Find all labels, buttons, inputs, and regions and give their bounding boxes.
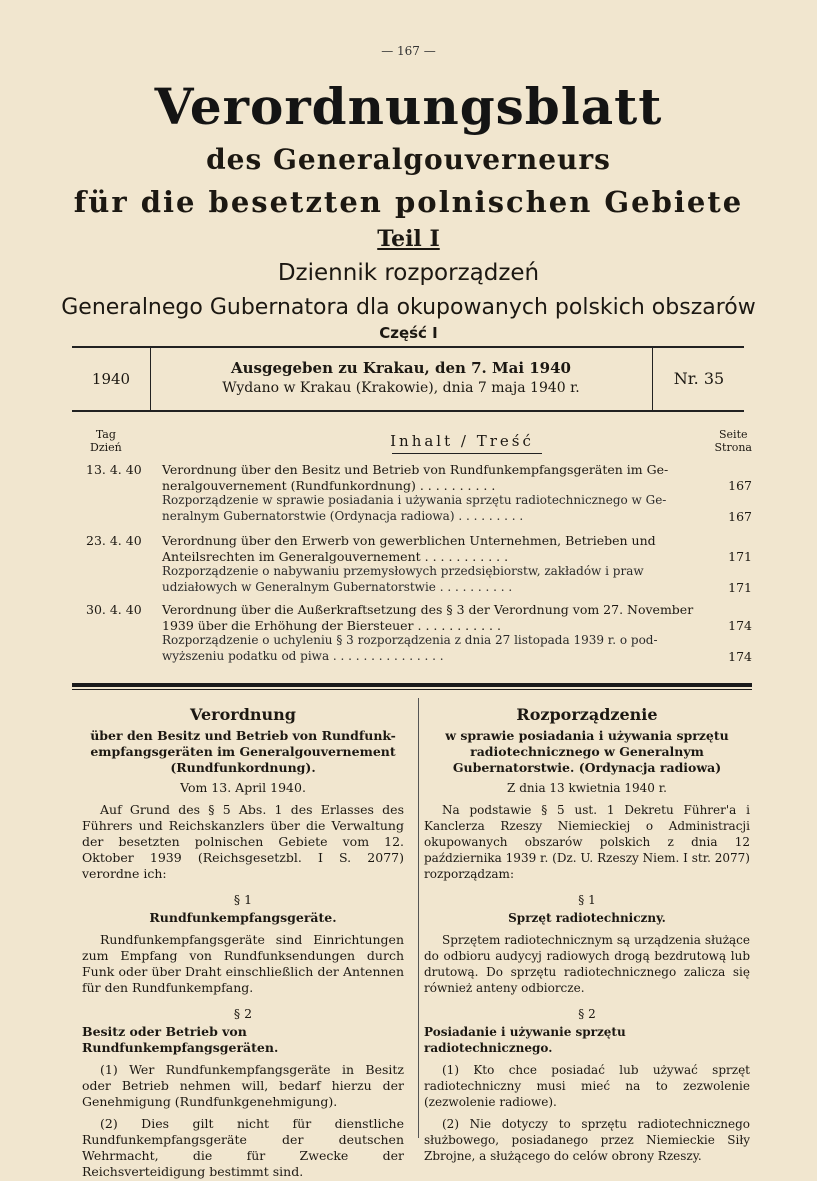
toc-entry-de-line: 1939 über die Erhöhung der Biersteuer . . . . . . . . . . . bbox=[162, 617, 501, 633]
gazette-subtitle-polish: Generalnego Gubernatora dla okupowanych polskich obszarów bbox=[61, 295, 756, 320]
toc-title-underline bbox=[392, 453, 542, 454]
toc-entry-pl-line: Rozporządzenie o nabywaniu przemysłowych przedsiębiorstw, zakładów i praw bbox=[162, 564, 644, 578]
issue-info bbox=[150, 348, 652, 410]
ordinance-intro: Auf Grund des § 5 Abs. 1 des Erlasses des Führers und Reichskanzlers über die Verwaltung der besetzten polnischen Gebiete vom 12. Oktober 1939 (Reichsgesetzbl. I S. 2077) verordne ich: bbox=[82, 802, 404, 881]
toc-header bbox=[72, 424, 752, 458]
toc-entry-pages bbox=[712, 602, 752, 664]
toc-entry-de-line: Verordnung über die Außerkraftsetzung des § 3 der Verordnung vom 27. November bbox=[162, 602, 694, 617]
toc-entry-pl-line: Rozporządzenie o uchyleniu § 3 rozporządzenia z dnia 27 listopada 1939 r. o pod- bbox=[162, 633, 658, 647]
ordinance-date: Vom 13. April 1940. bbox=[180, 780, 306, 795]
gazette-title-polish: Dziennik rozporządzeń bbox=[277, 260, 540, 286]
section-divider-thin bbox=[72, 689, 752, 690]
toc-entry-date: 30. 4. 40 bbox=[86, 602, 142, 617]
section-heading: Sprzęt radiotechniczny. bbox=[508, 911, 666, 925]
section-number: § 2 bbox=[233, 1006, 253, 1021]
toc-entry-pages bbox=[712, 533, 752, 595]
section-divider-thick bbox=[72, 683, 752, 687]
toc-entry-pl-line: wyższeniu podatku od piwa . . . . . . . . . . . . . . . bbox=[162, 648, 444, 663]
toc-entry-date: 13. 4. 40 bbox=[86, 462, 142, 477]
toc-entry-page-pl: 174 bbox=[728, 648, 752, 664]
section-paragraph: (2) Dies gilt nicht für dienstliche Rundfunkempfangsgeräte der deutschen Wehrmacht, die für Zwecke der Reichsverteidigung bestimmt sind. bbox=[82, 1116, 404, 1179]
issue-box bbox=[72, 346, 744, 412]
section-heading: Posiadanie i używanie sprzętu radiotechnicznego. bbox=[424, 1025, 626, 1055]
section-paragraph: (1) Wer Rundfunkempfangsgeräte in Besitz oder Betrieb nehmen will, bedarf hierzu der Genehmigung (Rundfunkgenehmigung). bbox=[82, 1062, 404, 1109]
toc-entry-text bbox=[162, 602, 702, 664]
toc-entry-page-pl: 171 bbox=[728, 579, 752, 595]
toc-page-header bbox=[715, 428, 752, 454]
toc-entry-page-de: 171 bbox=[728, 548, 752, 564]
toc-entry-de-line: neralgouvernement (Rundfunkordnung) . . . . . . . . . . bbox=[162, 477, 496, 493]
toc-entry-text bbox=[162, 462, 702, 524]
issue-date-polish: Wydano w Krakau (Krakowie), dnia 7 maja 1940 r. bbox=[222, 380, 580, 396]
toc-entry-page-pl: 167 bbox=[728, 508, 752, 524]
gazette-part: Teil I bbox=[377, 226, 440, 252]
toc-day-header-pl: Dzień bbox=[90, 441, 122, 454]
ordinance-intro: Na podstawie § 5 ust. 1 Dekretu Führer'a i Kanclerza Rzeszy Niemieckiej o Administracji okupowanych obszarów polskich z dnia 12 października 1939 r. (Dz. U. Rzeszy Niem. I str. 2077) rozporządzam: bbox=[424, 803, 750, 881]
gazette-subtitle-2: für die besetzten polnischen Gebiete bbox=[73, 185, 744, 219]
section-heading: Besitz oder Betrieb von Rundfunkempfangsgeräten. bbox=[82, 1024, 279, 1055]
toc-entry-date: 23. 4. 40 bbox=[86, 533, 142, 548]
toc-entry-text bbox=[162, 533, 702, 595]
polish-column bbox=[424, 704, 750, 1164]
issue-number: Nr. 35 bbox=[652, 348, 745, 410]
toc-day-header-de: Tag bbox=[95, 428, 116, 441]
issue-date-german: Ausgegeben zu Krakau, den 7. Mai 1940 bbox=[230, 359, 571, 377]
section-paragraph: (1) Kto chce posiadać lub używać sprzęt radiotechniczny musi mieć na to zezwolenie (zezwolenie radiowe). bbox=[424, 1063, 750, 1109]
toc-entry-pages bbox=[712, 462, 752, 524]
toc-page-header-pl: Strona bbox=[714, 441, 752, 454]
page-number: — 167 — bbox=[381, 44, 436, 58]
section-text: Sprzętem radiotechnicznym są urządzenia służące do odbioru audycyj radiowych drogą bezdrutową lub drutową. Do sprzętu radiotechnicznego zalicza się również anteny odbiorcze. bbox=[424, 933, 750, 995]
column-divider bbox=[418, 698, 419, 1138]
toc-entry-page-de: 174 bbox=[728, 617, 752, 633]
toc-entry-de-line: Anteilsrechten im Generalgouvernement . . . . . . . . . . . bbox=[162, 548, 509, 564]
section-number: § 1 bbox=[233, 892, 253, 907]
issue-year: 1940 bbox=[72, 348, 151, 410]
ordinance-subheading: über den Besitz und Betrieb von Rundfunk-empfangsgeräten im Generalgouvernement (Rundfunkordnung). bbox=[90, 728, 396, 775]
gazette-title: Verordnungsblatt bbox=[154, 77, 663, 136]
gazette-subtitle-1: des Generalgouverneurs bbox=[206, 143, 611, 176]
toc-entry-page-de: 167 bbox=[728, 477, 752, 493]
ordinance-date: Z dnia 13 kwietnia 1940 r. bbox=[507, 781, 667, 795]
ordinance-subheading: w sprawie posiadania i używania sprzętu radiotechnicznego w Generalnym Gubernatorstwie. (Ordynacja radiowa) bbox=[445, 728, 729, 775]
toc-entry-de-line: Verordnung über den Erwerb von gewerblichen Unternehmen, Betrieben und bbox=[162, 533, 656, 548]
toc-entry-pl-line: Rozporządzenie w sprawie posiadania i używania sprzętu radiotechnicznego w Ge- bbox=[162, 493, 667, 507]
toc-title: Inhalt / Treść bbox=[390, 432, 534, 450]
section-text: Rundfunkempfangsgeräte sind Einrichtungen zum Empfang von Rundfunksendungen durch Funk oder über Draht einschließlich der Antennen für den Rundfunkempfang. bbox=[82, 932, 404, 995]
german-column bbox=[82, 704, 404, 1180]
section-paragraph: (2) Nie dotyczy to sprzętu radiotechnicznego służbowego, posiadanego przez Niemieckie Siły Zbrojne, a służącego do celów obrony Rzeszy. bbox=[424, 1117, 750, 1163]
section-heading: Rundfunkempfangsgeräte. bbox=[149, 910, 337, 925]
ordinance-heading: Verordnung bbox=[190, 705, 296, 724]
toc-entry-de-line: Verordnung über den Besitz und Betrieb von Rundfunkempfangsgeräten im Ge- bbox=[162, 462, 669, 477]
toc-page-header-de: Seite bbox=[719, 428, 748, 441]
toc-entry-pl-line: udziałowych w Generalnym Gubernatorstwie . . . . . . . . . . bbox=[162, 579, 513, 594]
toc-day-header bbox=[90, 428, 122, 454]
gazette-part-polish: Część I bbox=[379, 324, 438, 342]
ordinance-heading: Rozporządzenie bbox=[516, 705, 658, 724]
section-number: § 1 bbox=[578, 893, 596, 907]
toc-entry-pl-line: neralnym Gubernatorstwie (Ordynacja radiowa) . . . . . . . . . bbox=[162, 508, 524, 523]
section-number: § 2 bbox=[578, 1007, 596, 1021]
